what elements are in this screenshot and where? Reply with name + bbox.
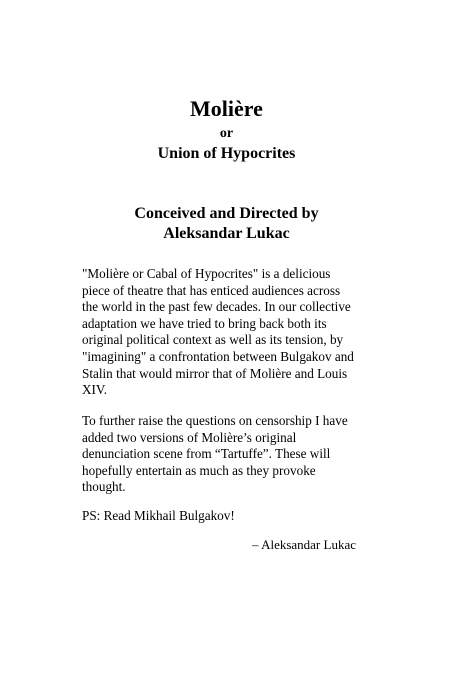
- author-signature: – Aleksandar Lukac: [252, 537, 356, 552]
- paragraph-line: To further raise the questions on censorship I have: [82, 413, 348, 428]
- postscript-paragraph: [82, 508, 372, 525]
- paragraph-line: adaptation we have tried to bring back both its: [82, 315, 327, 331]
- credit-block: [0, 204, 453, 244]
- credit-line-name: Aleksandar Lukac: [163, 225, 290, 242]
- paragraph-line: thought.: [82, 479, 126, 495]
- paragraph-line: Stalin that would mirror that of Molière and Louis: [82, 365, 348, 381]
- paragraph-line: "Molière or Cabal of Hypocrites" is a delicious: [82, 266, 331, 281]
- paragraph-line: hopefully entertain as much as they provoke: [82, 462, 316, 478]
- page-title: Molière: [190, 96, 263, 121]
- intro-paragraph: [82, 266, 372, 399]
- paragraph-line: added two versions of Molière’s original: [82, 429, 297, 445]
- paragraph-line: the world in the past few decades. In our collective: [82, 299, 351, 315]
- title-connector: or: [219, 126, 234, 141]
- paragraph-line: denunciation scene from “Tartuffe”. These will: [82, 446, 331, 462]
- paragraph-line: original political context as well as its tension, by: [82, 332, 344, 348]
- paragraph-line: piece of theatre that has enticed audiences across: [82, 282, 341, 298]
- credit-line-role: Conceived and Directed by: [134, 205, 319, 222]
- page-subtitle: Union of Hypocrites: [157, 145, 296, 162]
- paragraph-line: XIV.: [82, 382, 108, 398]
- postscript-line: PS: Read Mikhail Bulgakov!: [82, 508, 235, 523]
- censorship-paragraph: [82, 413, 372, 496]
- paragraph-line: "imagining" a confrontation between Bulgakov and: [82, 348, 354, 364]
